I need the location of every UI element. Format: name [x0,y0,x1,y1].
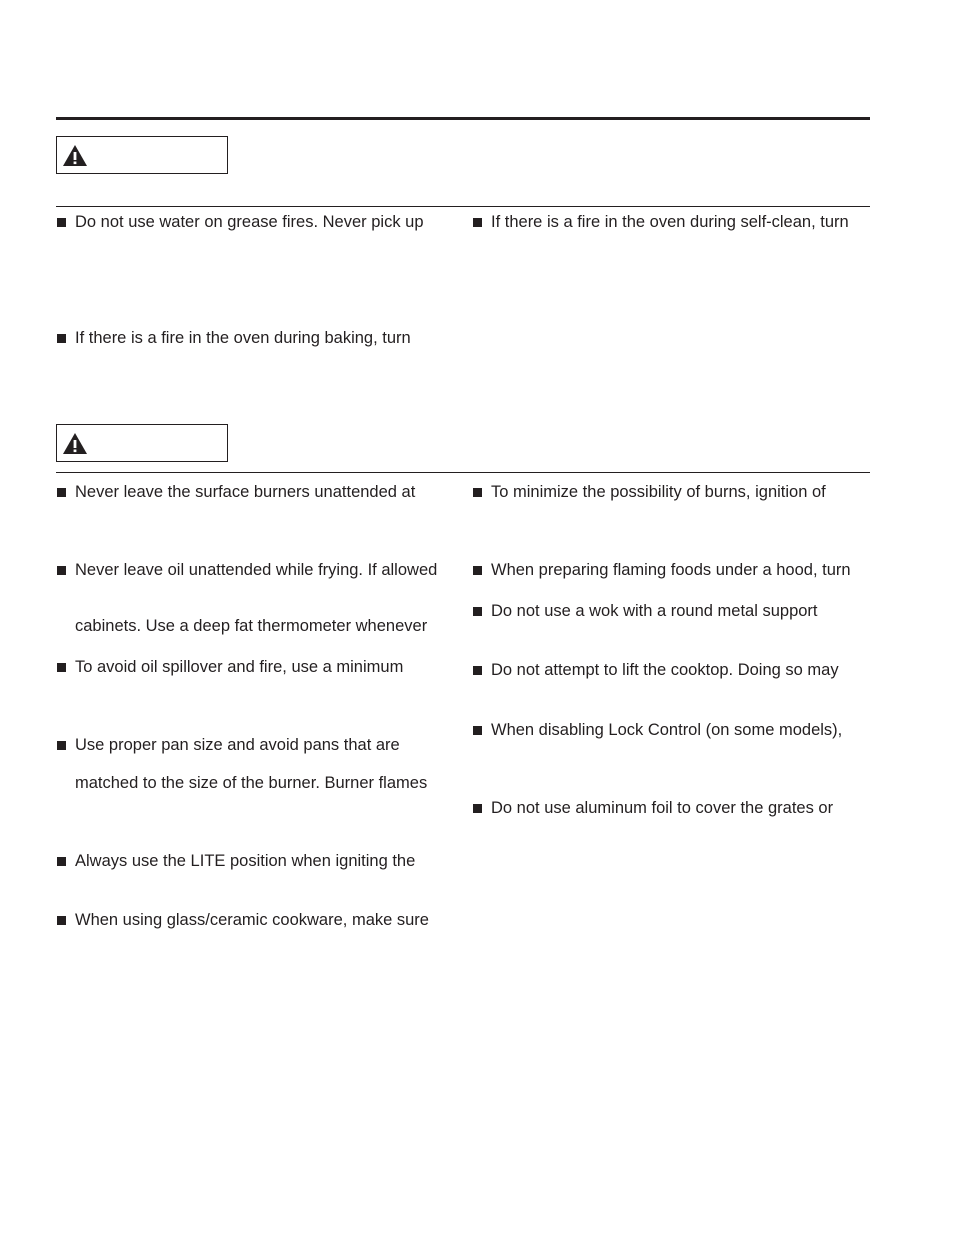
bullet-square [57,663,66,672]
warning-triangle-icon [62,432,88,455]
bullet-square [473,804,482,813]
bullet-square [473,566,482,575]
list-item-continuation: matched to the size of the burner. Burner flames [75,774,428,792]
list-item-continuation: cabinets. Use a deep fat thermometer whenever [75,617,428,635]
bullet-square [473,488,482,497]
warning-label-box [56,136,228,174]
section-divider [56,206,870,207]
warning-triangle-icon [62,144,88,167]
bullet-square [473,218,482,227]
bullet-square [57,566,66,575]
bullet-square [57,488,66,497]
section-divider [56,472,870,473]
top-rule [56,117,870,120]
bullet-square [473,607,482,616]
bullet-square [473,666,482,675]
bullet-square [57,218,66,227]
warning-label-box [56,424,228,462]
bullet-square [473,726,482,735]
bullet-square [57,334,66,343]
bullet-square [57,741,66,750]
bullet-square [57,916,66,925]
bullet-square [57,857,66,866]
